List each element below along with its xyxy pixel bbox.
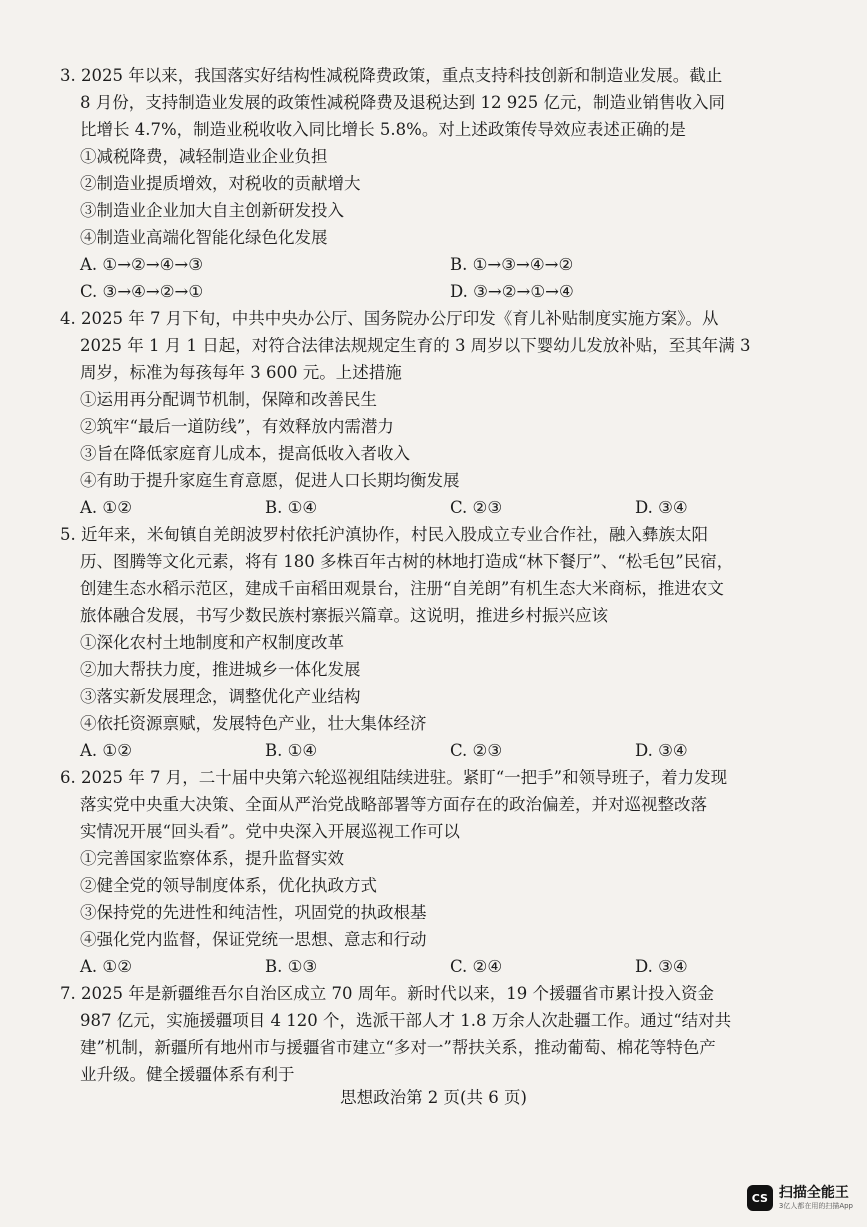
statement-item: ③旨在降低家庭育儿成本，提高低收入者收入 [80, 444, 410, 463]
statement-item: ②筑牢“最后一道防线”，有效释放内需潜力 [80, 417, 394, 436]
question-stem-line: 3. 2025 年以来，我国落实好结构性减税降费政策，重点支持科技创新和制造业发展。截止 [60, 66, 723, 85]
question-stem-line: 建”机制，新疆所有地州市与援疆省市建立“多对一”帮扶关系，推动葡萄、棉花等特色产 [80, 1038, 716, 1057]
question-3 [60, 62, 820, 305]
question-stem-line: 实情况开展“回头看”。党中央深入开展巡视工作可以 [80, 822, 460, 841]
option-d: D. ③④ [635, 498, 688, 517]
answer-options [60, 251, 820, 278]
statement-item: ③保持党的先进性和纯洁性，巩固党的执政根基 [80, 903, 427, 922]
option-c: C. ③→④→②→① [80, 282, 204, 301]
camscanner-logo-icon: CS [747, 1185, 773, 1211]
scanner-watermark [747, 1185, 853, 1211]
question-stem-line: 周岁，标准为每孩每年 3 600 元。上述措施 [80, 363, 402, 382]
question-stem-line: 比增长 4.7%，制造业税收收入同比增长 5.8%。对上述政策传导效应表述正确的是 [80, 120, 686, 139]
question-stem-line: 历、图腾等文化元素，将有 180 多株百年古树的林地打造成“林下餐厅”、“松毛包”民宿， [80, 552, 734, 571]
scanner-brand-name: 扫描全能王 [778, 1185, 849, 1201]
question-stem-line: 7. 2025 年是新疆维吾尔自治区成立 70 周年。新时代以来，19 个援疆省市累计投入资金 [60, 984, 714, 1003]
option-d: D. ③→②→①→④ [450, 282, 574, 301]
option-a: A. ①② [80, 957, 132, 976]
option-c: C. ②③ [450, 741, 503, 760]
statement-item: ②加大帮扶力度，推进城乡一体化发展 [80, 660, 361, 679]
statement-item: ④强化党内监督，保证党统一思想、意志和行动 [80, 930, 427, 949]
question-6 [60, 764, 820, 980]
answer-options [60, 953, 820, 980]
statement-item: ③落实新发展理念，调整优化产业结构 [80, 687, 361, 706]
option-b: B. ①④ [265, 741, 318, 760]
question-stem-line: 987 亿元，实施援疆项目 4 120 个，选派干部人才 1.8 万余人次赴疆工作。通过“结对共 [80, 1011, 732, 1030]
option-c: C. ②④ [450, 957, 503, 976]
option-b: B. ①→③→④→② [450, 255, 574, 274]
option-b: B. ①③ [265, 957, 318, 976]
statement-item: ①完善国家监察体系，提升监督实效 [80, 849, 344, 868]
option-d: D. ③④ [635, 741, 688, 760]
scanner-brand-text [779, 1186, 853, 1210]
question-4 [60, 305, 820, 521]
question-stem-line: 5. 近年来，米甸镇自羌朗波罗村依托沪滇协作，村民入股成立专业合作社，融入彝族太阳 [60, 525, 708, 544]
question-stem-line: 2025 年 1 月 1 日起，对符合法律法规规定生育的 3 周岁以下婴幼儿发放补贴，至其年满 3 [80, 336, 751, 355]
statement-item: ③制造业企业加大自主创新研发投入 [80, 201, 344, 220]
question-5 [60, 521, 820, 764]
option-c: C. ②③ [450, 498, 503, 517]
statement-item: ④依托资源禀赋，发展特色产业，壮大集体经济 [80, 714, 427, 733]
question-stem-line: 旅体融合发展，书写少数民族村寨振兴篇章。这说明，推进乡村振兴应该 [80, 606, 608, 625]
question-7 [60, 980, 820, 1088]
page-footer: 思想政治第 2 页(共 6 页) [340, 1088, 527, 1107]
statement-item: ④制造业高端化智能化绿色化发展 [80, 228, 328, 247]
answer-options [60, 494, 820, 521]
option-a: A. ①→②→④→③ [80, 255, 204, 274]
statement-item: ①减税降费，减轻制造业企业负担 [80, 147, 328, 166]
option-a: A. ①② [80, 741, 132, 760]
question-stem-line: 业升级。健全援疆体系有利于 [80, 1065, 295, 1084]
question-stem-line: 4. 2025 年 7 月下旬，中共中央办公厅、国务院办公厅印发《育儿补贴制度实施方案》。从 [60, 309, 719, 328]
question-stem-line: 6. 2025 年 7 月，二十届中央第六轮巡视组陆续进驻。紧盯“一把手”和领导班子，着力发现 [60, 768, 728, 787]
statement-item: ②健全党的领导制度体系，优化执政方式 [80, 876, 377, 895]
scanner-brand-tagline: 3亿人都在用的扫描App [778, 1202, 853, 1210]
statement-item: ②制造业提质增效，对税收的贡献增大 [80, 174, 361, 193]
statement-item: ①深化农村土地制度和产权制度改革 [80, 633, 344, 652]
question-stem-line: 创建生态水稻示范区，建成千亩稻田观景台，注册“自羌朗”有机生态大米商标，推进农文 [80, 579, 724, 598]
question-stem-line: 8 月份，支持制造业发展的政策性减税降费及退税达到 12 925 亿元，制造业销售收入同 [80, 93, 725, 112]
option-a: A. ①② [80, 498, 132, 517]
statement-item: ④有助于提升家庭生育意愿，促进人口长期均衡发展 [80, 471, 460, 490]
option-b: B. ①④ [265, 498, 318, 517]
answer-options [60, 278, 820, 305]
answer-options [60, 737, 820, 764]
statement-item: ①运用再分配调节机制，保障和改善民生 [80, 390, 377, 409]
option-d: D. ③④ [635, 957, 688, 976]
question-stem-line: 落实党中央重大决策、全面从严治党战略部署等方面存在的政治偏差，并对巡视整改落 [80, 795, 707, 814]
